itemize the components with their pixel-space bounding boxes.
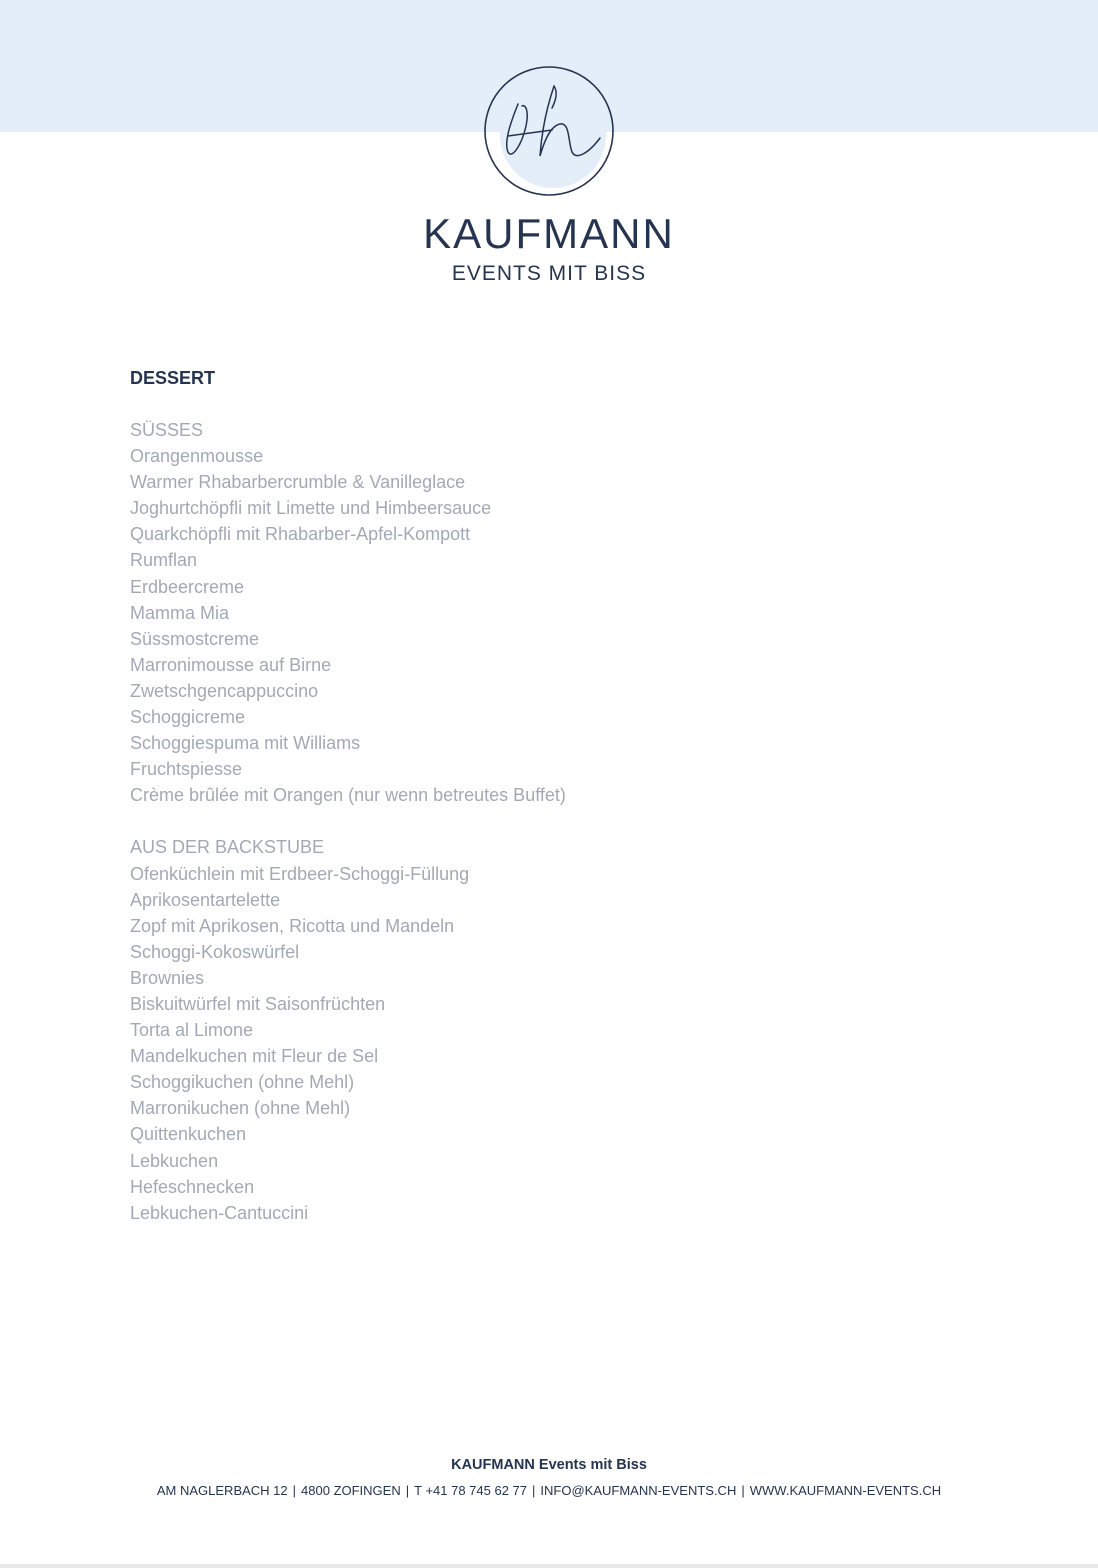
section-title: DESSERT — [130, 368, 216, 388]
list-item: Orangenmousse — [130, 446, 264, 467]
footer-website-link[interactable]: WWW.KAUFMANN-EVENTS.CH — [749, 1483, 942, 1498]
footer-phone[interactable]: T +41 78 745 62 77 — [414, 1483, 528, 1498]
menu-group-backstube — [130, 834, 970, 1225]
list-item: Torta al Limone — [130, 1020, 254, 1041]
list-item: Lebkuchen — [130, 1150, 219, 1171]
list-item: Joghurtchöpfli mit Limette und Himbeersauce — [130, 498, 492, 519]
list-item: Zwetschgencappuccino — [130, 680, 319, 701]
list-item: Marronikuchen (ohne Mehl) — [130, 1098, 351, 1119]
brand-name: KAUFMANN — [423, 210, 675, 257]
list-item: Schoggi-Kokoswürfel — [130, 941, 300, 962]
list-item: Schoggiespuma mit Williams — [130, 733, 361, 754]
footer-company: KAUFMANN Events mit Biss — [451, 1457, 647, 1473]
list-item: Rumflan — [130, 550, 198, 571]
page-bottom-divider — [0, 1564, 1098, 1568]
menu-group-suesses — [130, 417, 970, 808]
menu-content — [130, 366, 970, 1226]
group-heading: SÜSSES — [130, 420, 204, 440]
kh-monogram-circle-icon — [482, 64, 616, 198]
menu-list — [130, 861, 970, 1226]
list-item: Schoggicreme — [130, 707, 246, 728]
list-item: Crème brûlée mit Orangen (nur wenn betreutes Buffet) — [130, 785, 566, 806]
list-item: Mamma Mia — [130, 602, 230, 623]
footer-address: AM NAGLERBACH 12 — [156, 1483, 288, 1498]
list-item: Hefeschnecken — [130, 1176, 255, 1197]
footer-city: 4800 ZOFINGEN — [301, 1483, 401, 1498]
list-item: Marronimousse auf Birne — [130, 654, 332, 675]
list-item: Quittenkuchen — [130, 1124, 247, 1145]
footer-separator: | — [532, 1483, 536, 1498]
list-item: Biskuitwürfel mit Saisonfrüchten — [130, 993, 386, 1014]
footer-separator: | — [741, 1483, 745, 1498]
footer-separator: | — [292, 1483, 297, 1498]
list-item: Süssmostcreme — [130, 628, 260, 649]
group-heading: AUS DER BACKSTUBE — [130, 837, 325, 858]
list-item: Aprikosentartelette — [130, 889, 281, 910]
list-item: Quarkchöpfli mit Rhabarber-Apfel-Kompott — [130, 524, 471, 545]
list-item: Erdbeercreme — [130, 576, 245, 597]
footer-contact — [0, 1482, 1098, 1500]
list-item: Warmer Rhabarbercrumble & Vanilleglace — [130, 472, 466, 493]
list-item: Zopf mit Aprikosen, Ricotta und Mandeln — [130, 915, 455, 936]
brand-tagline: EVENTS MIT BISS — [451, 262, 647, 285]
menu-list — [130, 443, 970, 808]
list-item: Lebkuchen-Cantuccini — [130, 1202, 309, 1223]
list-item: Mandelkuchen mit Fleur de Sel — [130, 1046, 379, 1067]
list-item: Schoggikuchen (ohne Mehl) — [130, 1072, 355, 1093]
list-item: Brownies — [130, 967, 205, 988]
list-item: Ofenküchlein mit Erdbeer-Schoggi-Füllung — [130, 863, 470, 884]
list-item: Fruchtspiesse — [130, 759, 243, 780]
footer-separator: | — [405, 1483, 410, 1498]
footer-email-link[interactable]: INFO@KAUFMANN-EVENTS.CH — [540, 1483, 737, 1498]
